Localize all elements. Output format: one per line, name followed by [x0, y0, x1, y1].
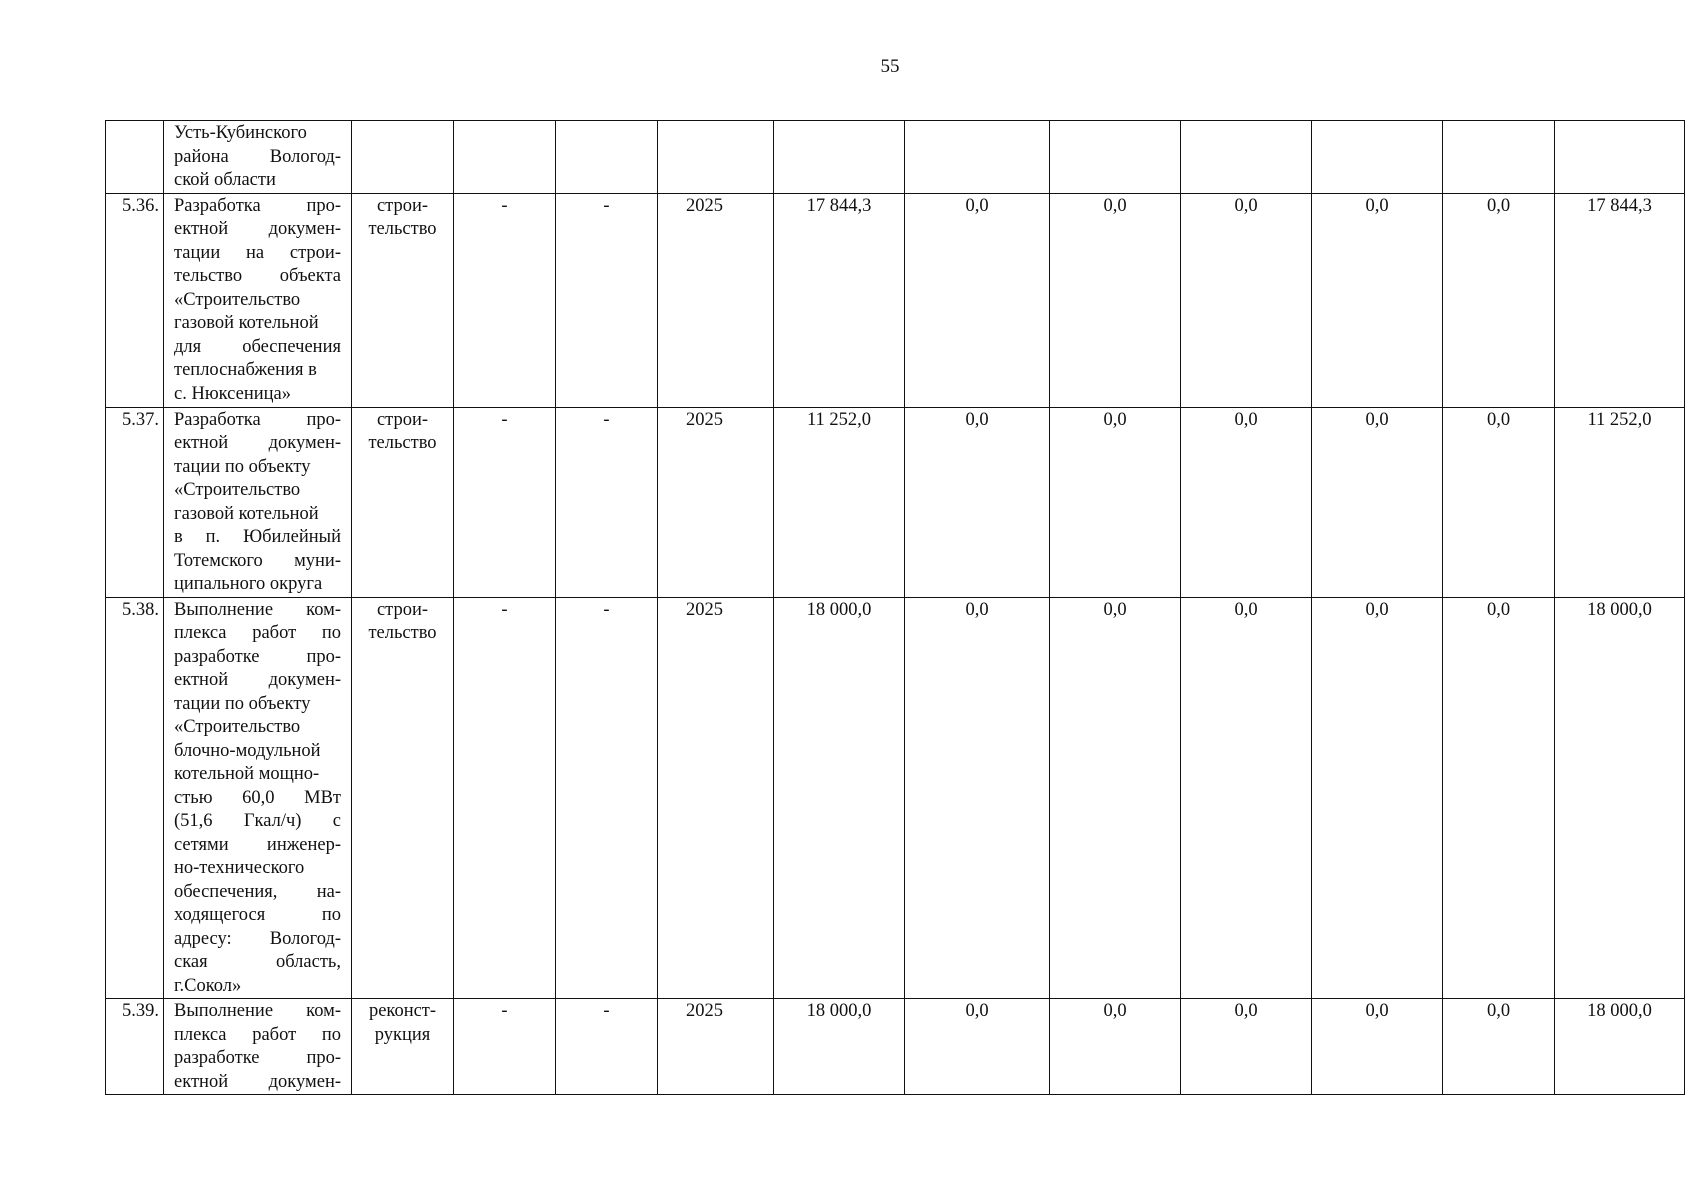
cell-v1 [905, 121, 1050, 194]
name-word: тации по объекту [174, 693, 311, 714]
cell-last: 18 000,0 [1555, 597, 1685, 999]
cell-c3: - [454, 407, 556, 597]
cell-v5: 0,0 [1443, 597, 1555, 999]
name-word: «Строительство [174, 289, 301, 310]
name-word: ектной [174, 433, 229, 453]
cell-c4 [556, 121, 658, 194]
name-word: Гкал/ч) [243, 811, 302, 831]
cell-name [164, 999, 352, 1095]
name-word: докумен- [268, 433, 341, 453]
cell-v2: 0,0 [1050, 999, 1181, 1095]
name-word: с. Нюксеница» [174, 383, 291, 404]
cell-year [658, 121, 774, 194]
cell-v4: 0,0 [1312, 193, 1443, 407]
type-line: тельство [368, 433, 437, 453]
page-number: 55 [880, 56, 900, 77]
name-word: адресу: [174, 928, 232, 949]
name-line [174, 456, 341, 480]
name-word: про- [306, 409, 341, 430]
cell-v5 [1443, 121, 1555, 194]
name-word: для [174, 336, 202, 357]
cell-c4: - [556, 597, 658, 999]
name-word: «Строительство [174, 717, 301, 737]
name-line [174, 312, 341, 336]
name-word: ком- [306, 1001, 341, 1021]
cell-c4: - [556, 193, 658, 407]
name-line [174, 975, 341, 999]
name-word: на [246, 242, 265, 263]
name-word: инженер- [266, 834, 341, 855]
name-word: п. [205, 527, 221, 547]
name-word: работ [252, 623, 297, 643]
name-word: по [321, 623, 341, 643]
cell-v2: 0,0 [1050, 407, 1181, 597]
cell-v4 [1312, 121, 1443, 194]
name-line [174, 242, 341, 266]
cell-v3: 0,0 [1181, 597, 1312, 999]
cell-c3 [454, 121, 556, 194]
cell-num: 5.39. [106, 999, 164, 1095]
cell-v4: 0,0 [1312, 597, 1443, 999]
cell-year: 2025 [658, 407, 774, 597]
name-line [174, 265, 341, 289]
name-word: обеспечения, [174, 881, 278, 902]
name-word: Разработка [174, 195, 261, 216]
name-word: газовой котельной [174, 503, 319, 524]
cell-c3: - [454, 193, 556, 407]
name-word: но-технического [174, 858, 305, 878]
cell-v5: 0,0 [1443, 407, 1555, 597]
cell-name [164, 193, 352, 407]
name-word: докумен- [268, 1071, 341, 1092]
name-word: Вологод- [269, 928, 341, 949]
type-line: рукция [374, 1024, 431, 1045]
cell-v1: 0,0 [905, 407, 1050, 597]
continuation-row [106, 121, 1685, 194]
name-word: района [174, 146, 229, 167]
name-word: разработке [174, 646, 260, 667]
name-line [174, 857, 341, 881]
cell-v1: 0,0 [905, 597, 1050, 999]
name-word: с [332, 811, 341, 831]
cell-total: 17 844,3 [774, 193, 905, 407]
table-row [106, 193, 1685, 407]
cell-total: 18 000,0 [774, 999, 905, 1095]
name-line [174, 409, 341, 433]
name-line [174, 359, 341, 383]
type-line: тельство [368, 219, 437, 239]
name-line [174, 503, 341, 527]
name-line [174, 740, 341, 764]
name-line [174, 810, 341, 834]
name-word: работ [252, 1024, 297, 1045]
cell-type [352, 597, 454, 999]
name-word: Тотемского [174, 550, 263, 571]
cell-v2 [1050, 121, 1181, 194]
cell-num: 5.36. [106, 193, 164, 407]
type-line: реконст- [368, 1001, 437, 1021]
cell-type [352, 407, 454, 597]
cell-last: 18 000,0 [1555, 999, 1685, 1095]
type-line: строи- [376, 599, 429, 620]
name-line [174, 669, 341, 693]
table-body [106, 121, 1685, 1095]
name-line [174, 146, 341, 170]
name-word: ком- [306, 599, 341, 620]
name-word: котельной мощно- [174, 764, 320, 784]
cell-c4: - [556, 999, 658, 1095]
cell-year: 2025 [658, 597, 774, 999]
name-line [174, 951, 341, 975]
cell-type [352, 121, 454, 194]
name-word: блочно-модульной [174, 740, 321, 761]
cell-year: 2025 [658, 193, 774, 407]
cell-v4: 0,0 [1312, 407, 1443, 597]
cell-total [774, 121, 905, 194]
name-word: Юбилейный [243, 527, 341, 547]
name-word: сетями [174, 834, 229, 855]
name-word: ектной [174, 670, 229, 690]
name-line [174, 599, 341, 623]
name-line [174, 573, 341, 597]
name-word: докумен- [268, 670, 341, 690]
name-line [174, 928, 341, 952]
name-word: Вологод- [269, 146, 341, 167]
name-word: про- [306, 195, 341, 216]
name-word: в [174, 527, 183, 547]
cell-v5: 0,0 [1443, 193, 1555, 407]
name-line [174, 526, 341, 550]
name-line [174, 432, 341, 456]
name-word: тельство [174, 266, 243, 286]
name-line [174, 693, 341, 717]
cell-type [352, 193, 454, 407]
cell-v4: 0,0 [1312, 999, 1443, 1095]
cell-last: 17 844,3 [1555, 193, 1685, 407]
name-word: муни- [294, 550, 341, 571]
cell-type [352, 999, 454, 1095]
cell-num: 5.38. [106, 597, 164, 999]
name-line [174, 195, 341, 219]
budget-table [105, 120, 1685, 1095]
name-word: ектной [174, 219, 229, 239]
name-word: Усть-Кубинского [174, 123, 307, 143]
name-line [174, 218, 341, 242]
table-row [106, 597, 1685, 999]
name-word: плекса [174, 623, 227, 643]
name-word: ектной [174, 1071, 229, 1092]
name-line [174, 1024, 341, 1048]
name-word: про- [306, 1048, 341, 1068]
cell-v3 [1181, 121, 1312, 194]
name-word: тации [174, 242, 221, 263]
name-word: плекса [174, 1024, 227, 1045]
name-line [174, 881, 341, 905]
cell-v3: 0,0 [1181, 999, 1312, 1095]
name-line [174, 550, 341, 574]
table-row [106, 407, 1685, 597]
name-word: 60,0 [242, 787, 275, 808]
name-line [174, 1000, 341, 1024]
cell-name [164, 121, 352, 194]
cell-last: 11 252,0 [1555, 407, 1685, 597]
cell-num: 5.37. [106, 407, 164, 597]
cell-v3: 0,0 [1181, 407, 1312, 597]
name-word: объекта [279, 266, 341, 286]
name-line [174, 1071, 341, 1095]
name-word: по [321, 905, 341, 925]
name-line [174, 122, 341, 146]
name-line [174, 622, 341, 646]
table-row [106, 999, 1685, 1095]
name-word: тации по объекту [174, 456, 311, 477]
cell-v5: 0,0 [1443, 999, 1555, 1095]
name-word: обеспечения [242, 336, 341, 357]
name-word: стью [174, 787, 213, 808]
name-line [174, 834, 341, 858]
name-line [174, 289, 341, 313]
name-word: «Строительство [174, 480, 301, 500]
name-word: Выполнение [174, 1001, 274, 1021]
name-word: строи- [289, 242, 341, 263]
name-word: на- [316, 881, 341, 902]
name-line [174, 1047, 341, 1071]
name-line [174, 169, 341, 193]
cell-num [106, 121, 164, 194]
type-line: строи- [376, 409, 429, 430]
name-word: по [321, 1024, 341, 1045]
name-word: г.Сокол» [174, 975, 242, 996]
name-line [174, 763, 341, 787]
name-word: газовой котельной [174, 313, 319, 333]
name-word: теплоснабжения в [174, 360, 317, 380]
name-word: Выполнение [174, 599, 274, 620]
cell-v1: 0,0 [905, 193, 1050, 407]
cell-v3: 0,0 [1181, 193, 1312, 407]
name-line [174, 787, 341, 811]
name-word: докумен- [268, 219, 341, 239]
name-word: ской области [174, 170, 276, 190]
type-line: строи- [376, 195, 429, 216]
name-word: ципального округа [174, 574, 323, 594]
name-word: ская [174, 952, 208, 972]
cell-c4: - [556, 407, 658, 597]
type-line: тельство [368, 623, 437, 643]
name-word: ходящегося [174, 905, 266, 925]
name-line [174, 336, 341, 360]
cell-name [164, 407, 352, 597]
name-word: Разработка [174, 409, 261, 430]
cell-v1: 0,0 [905, 999, 1050, 1095]
name-line [174, 646, 341, 670]
cell-total: 11 252,0 [774, 407, 905, 597]
cell-year: 2025 [658, 999, 774, 1095]
cell-name [164, 597, 352, 999]
name-word: область, [275, 952, 341, 972]
name-line [174, 904, 341, 928]
cell-v2: 0,0 [1050, 597, 1181, 999]
name-line [174, 479, 341, 503]
name-line [174, 383, 341, 407]
cell-last [1555, 121, 1685, 194]
cell-c3: - [454, 597, 556, 999]
name-word: (51,6 [174, 811, 213, 831]
name-line [174, 716, 341, 740]
cell-v2: 0,0 [1050, 193, 1181, 407]
name-word: МВт [304, 787, 341, 808]
cell-total: 18 000,0 [774, 597, 905, 999]
name-word: разработке [174, 1048, 260, 1068]
name-word: про- [306, 646, 341, 667]
cell-c3: - [454, 999, 556, 1095]
